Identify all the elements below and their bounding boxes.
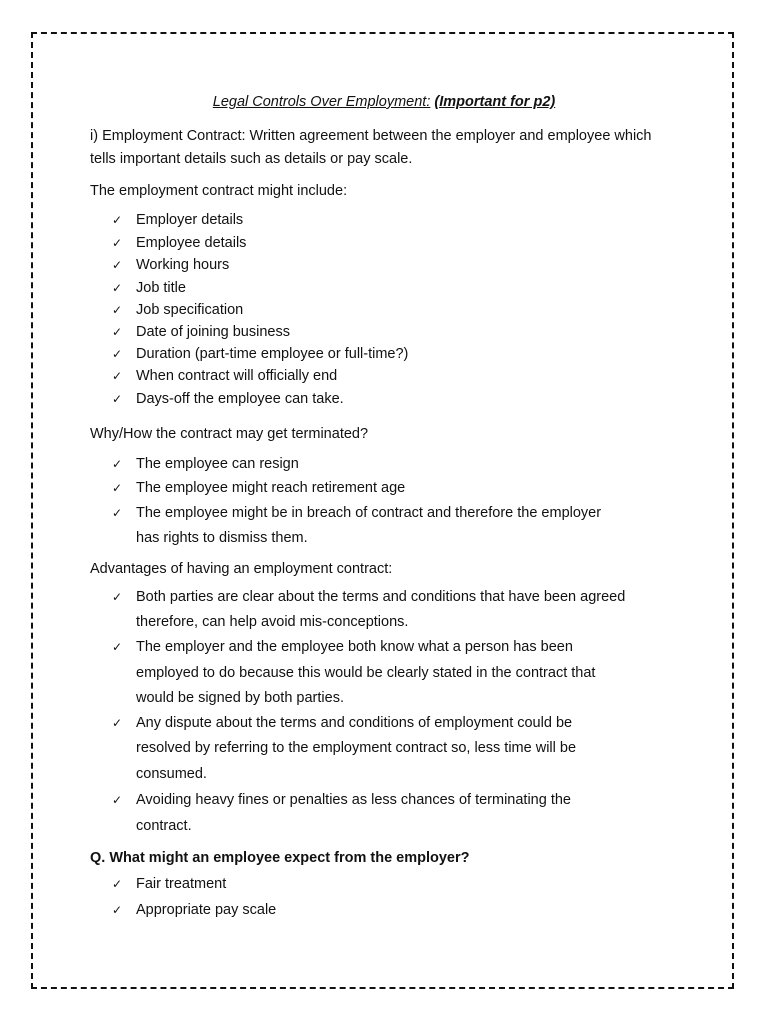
list-item: Date of joining business xyxy=(136,324,290,340)
check-icon: ✓ xyxy=(112,258,123,272)
list-item: Duration (part-time employee or full-time?) xyxy=(136,346,409,362)
check-icon: ✓ xyxy=(112,457,123,471)
list-item-continuation: therefore, can help avoid mis-conceptions. xyxy=(136,614,409,630)
list-item: When contract will officially end xyxy=(136,368,338,384)
question-heading: Q. What might an employee expect from the employer? xyxy=(90,850,470,866)
check-icon: ✓ xyxy=(112,325,123,339)
list-item: Avoiding heavy fines or penalties as less chances of terminating the xyxy=(136,792,571,808)
check-icon: ✓ xyxy=(112,793,123,807)
list-item: The employee might reach retirement age xyxy=(136,480,406,496)
terminate-heading: Why/How the contract may get terminated? xyxy=(90,426,369,442)
list-item: Fair treatment xyxy=(136,876,227,892)
check-icon: ✓ xyxy=(112,640,123,654)
check-icon: ✓ xyxy=(112,481,123,495)
check-icon: ✓ xyxy=(112,369,123,383)
list-item: Employee details xyxy=(136,235,247,251)
page-title xyxy=(0,94,768,110)
list-item: Both parties are clear about the terms and conditions that have been agreed xyxy=(136,589,626,605)
list-item: The employee can resign xyxy=(136,456,299,472)
list-item-continuation: contract. xyxy=(136,818,192,834)
list-item: Days-off the employee can take. xyxy=(136,391,344,407)
check-icon: ✓ xyxy=(112,303,123,317)
check-icon: ✓ xyxy=(112,506,123,520)
list-item: Working hours xyxy=(136,257,230,273)
check-icon: ✓ xyxy=(112,213,123,227)
list-item: The employer and the employee both know what a person has been xyxy=(136,639,573,655)
list-item: Job title xyxy=(136,280,186,296)
intro-line-2: tells important details such as details or pay scale. xyxy=(90,151,413,167)
list-item: The employee might be in breach of contract and therefore the employer xyxy=(136,505,602,521)
list-item: Job specification xyxy=(136,302,244,318)
list-item-continuation: consumed. xyxy=(136,766,207,782)
intro-line-1: i) Employment Contract: Written agreement between the employer and employee which xyxy=(90,128,652,144)
list-item: Any dispute about the terms and conditions of employment could be xyxy=(136,715,573,731)
list-item-continuation: has rights to dismiss them. xyxy=(136,530,308,546)
title-main: Legal Controls Over Employment: xyxy=(212,94,431,110)
check-icon: ✓ xyxy=(112,392,123,406)
list-item-continuation: would be signed by both parties. xyxy=(136,690,344,706)
check-icon: ✓ xyxy=(112,590,123,604)
check-icon: ✓ xyxy=(112,281,123,295)
check-icon: ✓ xyxy=(112,877,123,891)
title-note: (Important for p2) xyxy=(434,94,556,110)
intro-paragraph xyxy=(90,125,690,171)
list-item: Appropriate pay scale xyxy=(136,902,277,918)
check-icon: ✓ xyxy=(112,716,123,730)
check-icon: ✓ xyxy=(112,236,123,250)
check-icon: ✓ xyxy=(112,903,123,917)
check-icon: ✓ xyxy=(112,347,123,361)
include-heading: The employment contract might include: xyxy=(90,183,348,199)
advantages-heading: Advantages of having an employment contract: xyxy=(90,561,393,577)
list-item: Employer details xyxy=(136,212,244,228)
list-item-continuation: resolved by referring to the employment contract so, less time will be xyxy=(136,740,577,756)
list-item-continuation: employed to do because this would be clearly stated in the contract that xyxy=(136,665,596,681)
